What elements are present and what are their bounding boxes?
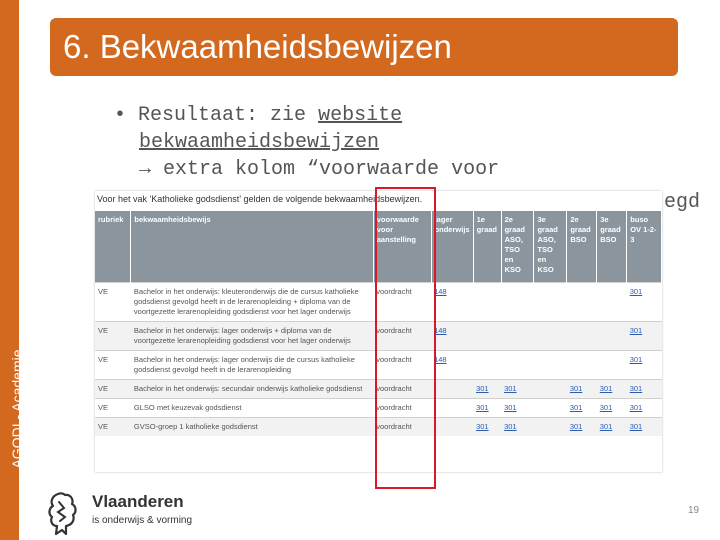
cell-g3bso[interactable]: 301 [597, 418, 627, 437]
logo-name: Vlaanderen [92, 492, 184, 511]
cell-buso[interactable]: 301 [627, 418, 662, 437]
page-number: 19 [688, 505, 700, 516]
cell-rubriek: VE [95, 399, 131, 418]
side-strip [0, 0, 25, 540]
col-header: buso OV 1-2-3 [627, 211, 662, 283]
bullet-symbol: • [114, 104, 127, 127]
cell-g2bso[interactable]: 301 [567, 418, 597, 437]
bekwaamheidsbewijzen-link[interactable]: bekwaamheidsbewijzen [139, 131, 380, 154]
cell-g3bso[interactable] [597, 283, 627, 322]
bullet-line1: Resultaat: zie [138, 104, 319, 127]
cell-lager[interactable]: 148 [431, 351, 473, 380]
cell-voorwaarde: voordracht [373, 283, 431, 322]
highlight-box [375, 187, 436, 489]
cell-g2aso[interactable] [501, 322, 534, 351]
cell-rubriek: VE [95, 351, 131, 380]
bullet-text [114, 102, 499, 183]
cell-voorwaarde: voordracht [373, 322, 431, 351]
cell-bewijs: GVSO-groep 1 katholieke godsdienst [131, 418, 373, 437]
arrow-icon: → [139, 158, 152, 181]
cell-rubriek: VE [95, 283, 131, 322]
cell-g1[interactable] [473, 322, 501, 351]
cell-g2aso[interactable]: 301 [501, 399, 534, 418]
cell-lager[interactable] [431, 380, 473, 399]
website-link[interactable]: website [318, 104, 403, 127]
cell-g2aso[interactable] [501, 351, 534, 380]
title-bar [50, 18, 678, 76]
cell-rubriek: VE [95, 418, 131, 437]
col-header: 2e graad ASO, TSO en KSO [501, 211, 534, 283]
cell-bewijs: Bachelor in het onderwijs: secundair onderwijs katholieke godsdienst [131, 380, 373, 399]
cell-g3aso[interactable] [534, 399, 567, 418]
cell-buso[interactable]: 301 [627, 322, 662, 351]
cell-g3aso[interactable] [534, 322, 567, 351]
col-header: 3e graad ASO, TSO en KSO [534, 211, 567, 283]
cell-g1[interactable] [473, 283, 501, 322]
bullet-row-2 [114, 129, 499, 156]
cell-g3aso[interactable] [534, 283, 567, 322]
cell-rubriek: VE [95, 380, 131, 399]
cell-g2bso[interactable]: 301 [567, 380, 597, 399]
cell-buso[interactable]: 301 [627, 399, 662, 418]
cell-lager[interactable] [431, 399, 473, 418]
cell-g3bso[interactable] [597, 351, 627, 380]
col-header: 3e graad BSO [597, 211, 627, 283]
arrow-row [114, 156, 499, 183]
cell-voorwaarde: voordracht [373, 380, 431, 399]
col-header: 2e graad BSO [567, 211, 597, 283]
cell-voorwaarde: voordracht [373, 351, 431, 380]
cell-bewijs: GLSO met keuzevak godsdienst [131, 399, 373, 418]
cell-g3aso[interactable] [534, 418, 567, 437]
cell-voorwaarde: voordracht [373, 418, 431, 437]
cell-bewijs: Bachelor in het onderwijs: lager onderwijs die de cursus katholieke godsdienst gevolgd heeft in de lerarenopleiding [131, 351, 373, 380]
cell-lager[interactable]: 148 [431, 322, 473, 351]
table-caption: Voor het vak 'Katholieke godsdienst' gelden de volgende bekwaamheidsbewijzen. [97, 194, 423, 204]
cell-voorwaarde: voordracht [373, 399, 431, 418]
cell-lager[interactable]: 148 [431, 283, 473, 322]
cell-bewijs: Bachelor in het onderwijs: kleuteronderwijs die de cursus katholieke godsdienst gevolgd heeft in de lerarenopleiding + diploma van de voortgezette lerarenopleiding godsdienst voor het lager onderwijs [131, 283, 373, 322]
cell-buso[interactable]: 301 [627, 283, 662, 322]
bullet-row [114, 102, 499, 129]
col-header: 1e graad [473, 211, 501, 283]
cell-g2bso[interactable] [567, 351, 597, 380]
cell-g2bso[interactable]: 301 [567, 399, 597, 418]
cell-g2aso[interactable]: 301 [501, 418, 534, 437]
col-header: bekwaamheidsbewijs [131, 211, 373, 283]
cell-bewijs: Bachelor in het onderwijs: lager onderwijs + diploma van de voortgezette lerarenopleiding godsdienst voor het lager onderwijs [131, 322, 373, 351]
cell-g2bso[interactable] [567, 322, 597, 351]
cell-buso[interactable]: 301 [627, 351, 662, 380]
cell-g3bso[interactable]: 301 [597, 380, 627, 399]
side-label: AGODI - Academie [9, 349, 25, 469]
cell-g3aso[interactable] [534, 380, 567, 399]
cell-buso[interactable]: 301 [627, 380, 662, 399]
cell-g1[interactable]: 301 [473, 380, 501, 399]
cut-word: egd [664, 191, 701, 214]
cell-rubriek: VE [95, 322, 131, 351]
cell-g3bso[interactable] [597, 322, 627, 351]
cell-g2aso[interactable] [501, 283, 534, 322]
logo-subtitle: is onderwijs & vorming [92, 515, 193, 526]
col-header: voorwaarde voor aanstelling [373, 211, 431, 283]
col-header: lager onderwijs [431, 211, 473, 283]
lion-icon [44, 490, 82, 538]
cell-g1[interactable] [473, 351, 501, 380]
cell-g3aso[interactable] [534, 351, 567, 380]
arrow-line: extra kolom “voorwaarde voor [151, 158, 500, 181]
cell-lager[interactable] [431, 418, 473, 437]
cell-g1[interactable]: 301 [473, 418, 501, 437]
slide-title: 6. Bekwaamheidsbewijzen [63, 28, 452, 65]
cell-g2bso[interactable] [567, 283, 597, 322]
cell-g1[interactable]: 301 [473, 399, 501, 418]
col-header: rubriek [95, 211, 131, 283]
cell-g2aso[interactable]: 301 [501, 380, 534, 399]
cell-g3bso[interactable]: 301 [597, 399, 627, 418]
